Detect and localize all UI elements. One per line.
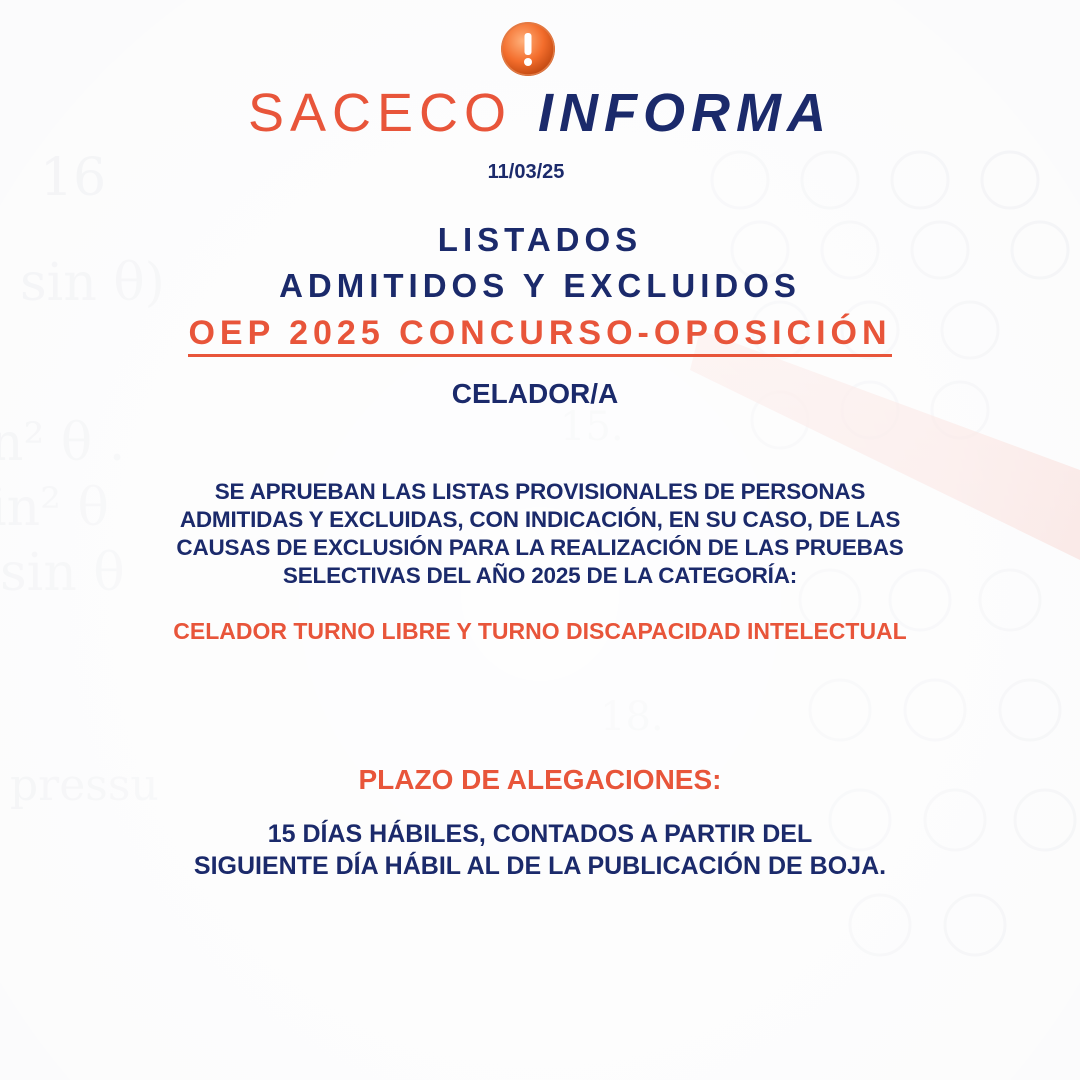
title-line-listados: LISTADOS — [437, 221, 643, 258]
paragraph-line: SE APRUEBAN LAS LISTAS PROVISIONALES DE PERSONAS — [214, 479, 866, 504]
resolution-paragraph — [80, 478, 1000, 590]
paragraph-line: CAUSAS DE EXCLUSIÓN PARA LA REALIZACIÓN DE LAS PRUEBAS — [176, 535, 904, 560]
brand-informa: INFORMA — [538, 83, 833, 143]
title-oep-text: OEP 2025 CONCURSO-OPOSICIÓN — [188, 314, 891, 357]
exclamation-icon — [500, 21, 556, 77]
paragraph-line: ADMITIDAS Y EXCLUIDAS, CON INDICACIÓN, EN SU CASO, DE LAS — [179, 507, 901, 532]
brand-title — [0, 78, 1080, 148]
publication-date: 11/03/25 — [487, 161, 565, 183]
deadline-heading: PLAZO DE ALEGACIONES: — [358, 764, 722, 795]
deadline-line: SIGUIENTE DÍA HÁBIL AL DE LA PUBLICACIÓN DE BOJA. — [193, 852, 887, 880]
paragraph-line: SELECTIVAS DEL AÑO 2025 DE LA CATEGORÍA: — [282, 563, 798, 588]
category-name: CELADOR TURNO LIBRE Y TURNO DISCAPACIDAD INTELECTUAL — [173, 618, 907, 644]
deadline-detail — [0, 818, 1080, 882]
title-line-oep — [0, 311, 1080, 355]
category-heading: CELADOR/A — [451, 378, 619, 409]
title-line-admitidos: ADMITIDOS Y EXCLUIDOS — [279, 267, 801, 304]
deadline-line: 15 DÍAS HÁBILES, CONTADOS A PARTIR DEL — [267, 820, 813, 848]
brand-saceco: SACECO — [247, 83, 513, 143]
